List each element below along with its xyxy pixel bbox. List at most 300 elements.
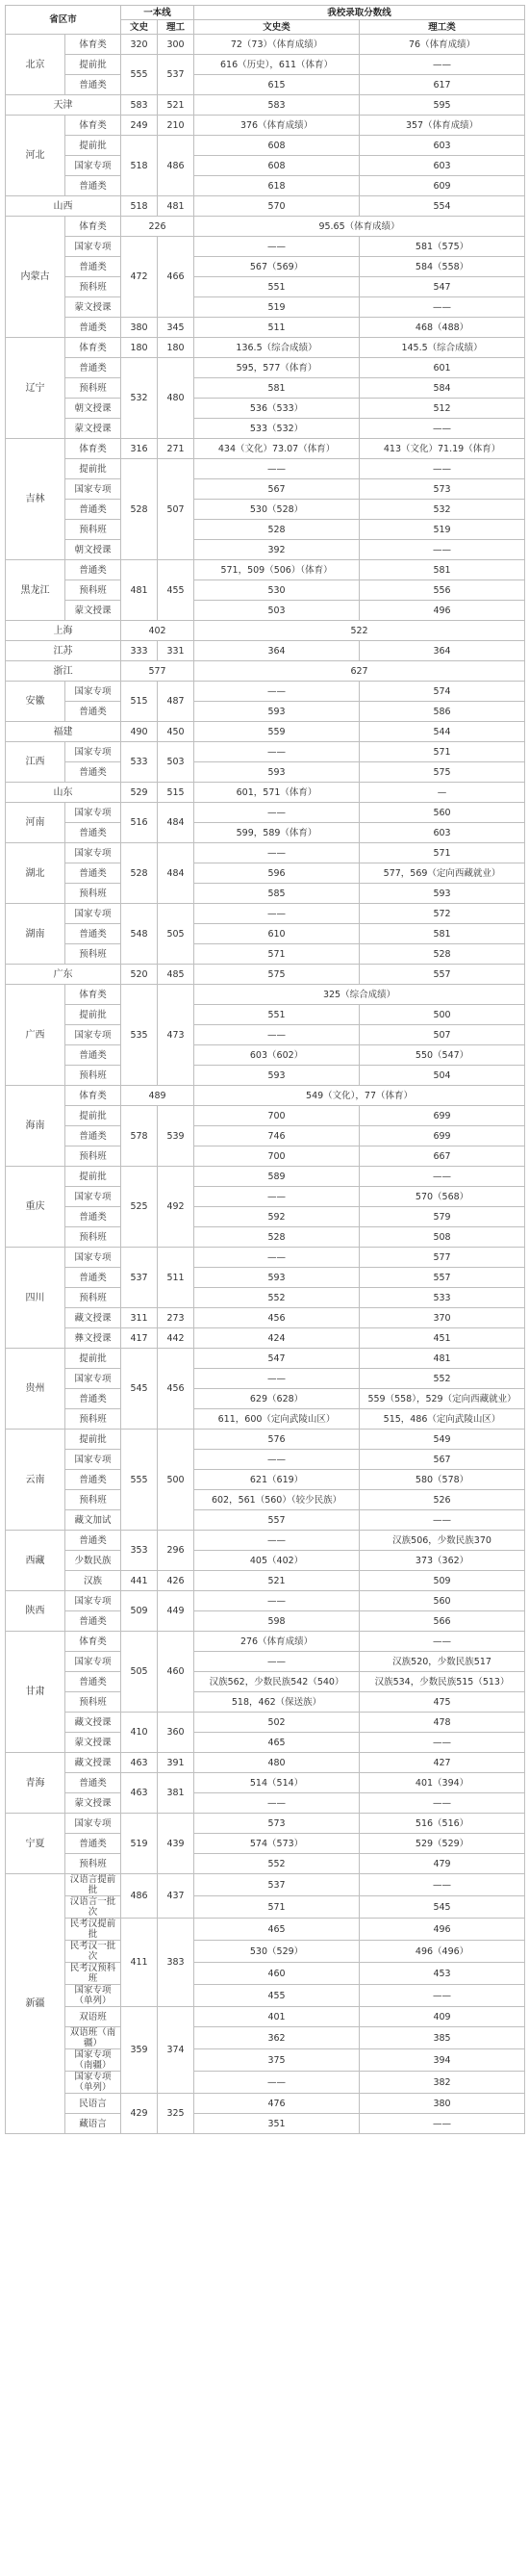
school-line-science-cell: 507 [360,1025,525,1045]
tier1-humanities-cell: 463 [121,1753,158,1773]
table-row [6,2007,525,2027]
school-line-science-cell: —— [360,1874,525,1896]
school-line-science-cell: 567 [360,1450,525,1470]
school-line-science-cell: 550（547） [360,1045,525,1066]
category-cell: 预科班 [65,1288,121,1308]
school-line-science-cell: 593 [360,884,525,904]
school-line-science-cell: —— [360,1632,525,1652]
category-cell: 国家专项（单列） [65,1985,121,2007]
school-line-science-cell: 526 [360,1490,525,1510]
school-line-humanities-cell: 593 [194,1268,360,1288]
table-row [6,2094,525,2114]
table-row [6,1652,525,1672]
school-line-humanities-cell: 559 [194,722,360,742]
school-line-humanities-cell: 601，571（体育） [194,783,360,803]
school-line-combined-cell: 549（文化），77（体育） [194,1086,525,1106]
school-line-humanities-cell: 618 [194,176,360,196]
category-cell: 预科班 [65,944,121,965]
school-line-science-cell: 545 [360,1896,525,1919]
category-cell: 双语班 [65,2007,121,2027]
table-row [6,1571,525,1591]
category-cell: 体育类 [65,116,121,136]
tier1-humanities-cell: 518 [121,136,158,196]
table-row [6,479,525,500]
tier1-science-cell: 325 [158,2094,194,2134]
category-cell: 少数民族 [65,1551,121,1571]
category-cell: 汉族 [65,1571,121,1591]
tier1-science-cell: 515 [158,783,194,803]
category-cell: 提前批 [65,1106,121,1126]
school-line-humanities-cell: 700 [194,1106,360,1126]
school-line-humanities-cell: 547 [194,1349,360,1369]
tier1-combined-cell: 489 [121,1086,194,1106]
school-line-science-cell: 475 [360,1692,525,1713]
table-row [6,1814,525,1834]
school-line-science-cell: 581 [360,560,525,580]
school-line-science-cell: 559（558），529（定向西藏就业） [360,1389,525,1409]
school-line-science-cell: 427 [360,1753,525,1773]
category-cell: 藏文授课 [65,1308,121,1328]
table-row [6,1187,525,1207]
table-row [6,1733,525,1753]
school-line-humanities-cell: 460 [194,1963,360,1985]
category-cell: 提前批 [65,1005,121,1025]
school-line-humanities-cell: —— [194,682,360,702]
school-line-science-cell: 496 [360,1919,525,1941]
school-line-science-cell: 580（578） [360,1470,525,1490]
category-cell: 普通类 [65,1773,121,1793]
category-cell: 预科班 [65,884,121,904]
table-row [6,1692,525,1713]
school-line-humanities-cell: 503 [194,601,360,621]
school-line-humanities-cell: 596 [194,863,360,884]
category-cell: 体育类 [65,35,121,55]
province-name: 河南 [6,803,65,843]
category-cell: 国家专项 [65,1248,121,1268]
school-line-science-cell: 552 [360,1369,525,1389]
table-row [6,1985,525,2007]
tier1-humanities-cell: 537 [121,1248,158,1308]
tier1-science-cell: 455 [158,560,194,621]
province-name: 云南 [6,1430,65,1531]
school-line-humanities-cell: 136.5（综合成绩） [194,338,360,358]
table-row [6,55,525,75]
category-cell: 普通类 [65,176,121,196]
tier1-humanities-cell: 333 [121,641,158,661]
table-row [6,378,525,399]
tier1-humanities-cell: 548 [121,904,158,965]
table-row [6,459,525,479]
school-line-science-cell: 609 [360,176,525,196]
school-line-humanities-cell: 746 [194,1126,360,1146]
category-cell: 提前批 [65,1430,121,1450]
school-line-science-cell: 556 [360,580,525,601]
school-line-science-cell: 554 [360,196,525,217]
category-cell: 体育类 [65,439,121,459]
table-row [6,399,525,419]
table-row [6,722,525,742]
school-line-humanities-cell: —— [194,843,360,863]
category-cell: 普通类 [65,1207,121,1227]
category-cell: 普通类 [65,500,121,520]
tier1-humanities-cell: 533 [121,742,158,783]
school-line-humanities-cell: 570 [194,196,360,217]
school-line-science-cell: 380 [360,2094,525,2114]
school-line-humanities-cell: 581 [194,378,360,399]
table-row [6,1490,525,1510]
header-sci-type: 理工类 [360,20,525,35]
school-line-humanities-cell: 611，600（定向武陵山区） [194,1409,360,1430]
province-name: 北京 [6,35,65,95]
tier1-science-cell: 439 [158,1814,194,1874]
table-row [6,2114,525,2134]
school-line-humanities-cell: 392 [194,540,360,560]
tier1-humanities-cell: 429 [121,2094,158,2134]
school-line-humanities-cell: 533（532） [194,419,360,439]
school-line-humanities-cell: —— [194,237,360,257]
school-line-humanities-cell: 362 [194,2027,360,2049]
tier1-humanities-cell: 525 [121,1167,158,1248]
school-line-humanities-cell: —— [194,1591,360,1611]
table-row [6,884,525,904]
table-row [6,1248,525,1268]
table-row [6,2049,525,2072]
province-name: 山东 [6,783,121,803]
school-line-science-cell: 667 [360,1146,525,1167]
school-line-science-cell: 560 [360,803,525,823]
school-line-humanities-cell: 552 [194,1288,360,1308]
table-row [6,843,525,863]
school-line-science-cell: 603 [360,823,525,843]
school-line-science-cell: 373（362） [360,1551,525,1571]
tier1-science-cell: 481 [158,196,194,217]
table-row [6,1066,525,1086]
tier1-science-cell: 511 [158,1248,194,1308]
table-row [6,1531,525,1551]
tier1-science-cell: 484 [158,843,194,904]
header-humanities: 文史 [121,20,158,35]
tier1-humanities-cell: 249 [121,116,158,136]
tier1-science-cell: 360 [158,1713,194,1753]
school-line-humanities-cell: 511 [194,318,360,338]
category-cell: 体育类 [65,338,121,358]
school-line-humanities-cell: 571 [194,1896,360,1919]
province-name: 重庆 [6,1167,65,1248]
tier1-humanities-cell: 417 [121,1328,158,1349]
table-row [6,1919,525,1941]
category-cell: 国家专项（单列） [65,2072,121,2094]
school-line-humanities-cell: 576 [194,1430,360,1450]
province-name: 辽宁 [6,338,65,439]
header-tier1: 一本线 [121,6,194,20]
school-line-science-cell: 557 [360,1268,525,1288]
table-row [6,116,525,136]
category-cell: 预科班 [65,1146,121,1167]
school-line-science-cell: 500 [360,1005,525,1025]
school-line-science-cell: 595 [360,95,525,116]
table-row [6,1854,525,1874]
category-cell: 国家专项（南疆） [65,2049,121,2072]
tier1-science-cell: 480 [158,358,194,439]
tier1-science-cell: 537 [158,55,194,95]
school-line-science-cell: —— [360,459,525,479]
tier1-science-cell: 296 [158,1531,194,1571]
tier1-humanities-cell: 545 [121,1349,158,1430]
table-row [6,762,525,783]
school-line-science-cell: 566 [360,1611,525,1632]
table-row [6,742,525,762]
school-line-humanities-cell: 405（402） [194,1551,360,1571]
school-line-humanities-cell: 476 [194,2094,360,2114]
school-line-humanities-cell: 502 [194,1713,360,1733]
category-cell: 双语班（南疆） [65,2027,121,2049]
school-line-science-cell: —— [360,1510,525,1531]
school-line-science-cell: 451 [360,1328,525,1349]
table-row [6,2027,525,2049]
table-row [6,944,525,965]
tier1-humanities-cell: 359 [121,2007,158,2094]
school-line-humanities-cell: 585 [194,884,360,904]
category-cell: 国家专项 [65,1814,121,1834]
school-line-science-cell: 584 [360,378,525,399]
category-cell: 普通类 [65,1834,121,1854]
tier1-combined-cell: 226 [121,217,194,237]
school-line-science-cell: 529（529） [360,1834,525,1854]
table-row [6,1753,525,1773]
school-line-humanities-cell: 593 [194,1066,360,1086]
table-row [6,277,525,297]
category-cell: 体育类 [65,1086,121,1106]
school-line-science-cell: 364 [360,641,525,661]
tier1-combined-cell: 577 [121,661,194,682]
school-line-science-cell: —— [360,1793,525,1814]
school-line-humanities-cell: 276（体育成绩） [194,1632,360,1652]
province-name: 内蒙古 [6,217,65,338]
school-line-humanities-cell: 593 [194,702,360,722]
school-line-humanities-cell: 376（体育成绩） [194,116,360,136]
school-line-humanities-cell: 573 [194,1814,360,1834]
table-row [6,1430,525,1450]
table-row [6,904,525,924]
school-line-humanities-cell: 602，561（560）（较少民族） [194,1490,360,1510]
school-line-science-cell: 481 [360,1349,525,1369]
category-cell: 国家专项 [65,1591,121,1611]
school-line-science-cell: 496 [360,601,525,621]
category-cell: 蒙文授课 [65,419,121,439]
school-line-humanities-cell: 455 [194,1985,360,2007]
category-cell: 提前批 [65,1349,121,1369]
school-line-humanities-cell: 536（533） [194,399,360,419]
school-line-humanities-cell: 610 [194,924,360,944]
tier1-humanities-cell: 380 [121,318,158,338]
school-line-science-cell: —— [360,1733,525,1753]
school-line-humanities-cell: —— [194,1369,360,1389]
province-name: 上海 [6,621,121,641]
school-line-humanities-cell: 456 [194,1308,360,1328]
tier1-humanities-cell: 472 [121,237,158,318]
tier1-science-cell: 484 [158,803,194,843]
school-line-science-cell: 557 [360,965,525,985]
school-line-science-cell: —— [360,297,525,318]
table-row [6,1611,525,1632]
category-cell: 汉语言一批次 [65,1896,121,1919]
school-line-science-cell: —— [360,419,525,439]
table-row [6,965,525,985]
category-cell: 普通类 [65,823,121,843]
table-row [6,35,525,55]
category-cell: 汉语言提前批 [65,1874,121,1896]
school-line-humanities-cell: 551 [194,277,360,297]
table-row [6,237,525,257]
category-cell: 国家专项 [65,156,121,176]
province-name: 安徽 [6,682,65,722]
table-row [6,419,525,439]
tier1-humanities-cell: 583 [121,95,158,116]
table-row [6,1227,525,1248]
school-line-humanities-cell: 621（619） [194,1470,360,1490]
tier1-science-cell: 486 [158,136,194,196]
school-line-humanities-cell: 519 [194,297,360,318]
category-cell: 藏文加试 [65,1510,121,1531]
tier1-humanities-cell: 463 [121,1773,158,1814]
school-line-humanities-cell: 700 [194,1146,360,1167]
tier1-science-cell: 391 [158,1753,194,1773]
table-row [6,1349,525,1369]
category-cell: 预科班 [65,1409,121,1430]
table-row [6,560,525,580]
tier1-science-cell: 539 [158,1106,194,1167]
category-cell: 预科班 [65,1227,121,1248]
school-line-science-cell: 468（488） [360,318,525,338]
category-cell: 体育类 [65,217,121,237]
table-row [6,1632,525,1652]
province-name: 江西 [6,742,65,783]
table-row [6,1045,525,1066]
table-row [6,176,525,196]
school-line-science-cell: 76（体育成绩） [360,35,525,55]
table-row [6,318,525,338]
table-row [6,196,525,217]
school-line-humanities-cell: 557 [194,1510,360,1531]
tier1-humanities-cell: 528 [121,459,158,560]
school-line-combined-cell: 95.65（体育成绩） [194,217,525,237]
school-line-humanities-cell: —— [194,1793,360,1814]
school-line-science-cell: —— [360,540,525,560]
school-line-combined-cell: 627 [194,661,525,682]
category-cell: 预科班 [65,1692,121,1713]
table-row [6,1389,525,1409]
tier1-science-cell: 273 [158,1308,194,1328]
school-line-science-cell: 532 [360,500,525,520]
school-line-humanities-cell: 571 [194,944,360,965]
school-line-science-cell: 571 [360,742,525,762]
table-row [6,621,525,641]
table-row [6,1773,525,1793]
tier1-science-cell: 210 [158,116,194,136]
table-row [6,1369,525,1389]
school-line-science-cell: 544 [360,722,525,742]
tier1-humanities-cell: 411 [121,1919,158,2007]
tier1-humanities-cell: 486 [121,1874,158,1919]
school-line-science-cell: —— [360,1985,525,2007]
table-row [6,1470,525,1490]
tier1-science-cell: 442 [158,1328,194,1349]
category-cell: 普通类 [65,1268,121,1288]
category-cell: 预科班 [65,378,121,399]
province-name: 湖南 [6,904,65,965]
school-line-science-cell: 357（体育成绩） [360,116,525,136]
school-line-science-cell: 145.5（综合成绩） [360,338,525,358]
school-line-humanities-cell: 434（文化）73.07（体育） [194,439,360,459]
category-cell: 国家专项 [65,479,121,500]
school-line-humanities-cell: 514（514） [194,1773,360,1793]
school-line-humanities-cell: 351 [194,2114,360,2134]
category-cell: 普通类 [65,318,121,338]
school-line-science-cell: 570（568） [360,1187,525,1207]
tier1-science-cell: 505 [158,904,194,965]
tier1-humanities-cell: 410 [121,1713,158,1753]
school-line-science-cell: 512 [360,399,525,419]
province-name: 广西 [6,985,65,1086]
category-cell: 彝文授课 [65,1328,121,1349]
tier1-humanities-cell: 180 [121,338,158,358]
school-line-science-cell: 479 [360,1854,525,1874]
school-line-science-cell: 560 [360,1591,525,1611]
category-cell: 蒙文授课 [65,1733,121,1753]
tier1-humanities-cell: 320 [121,35,158,55]
table-row [6,641,525,661]
table-row [6,1005,525,1025]
tier1-science-cell: 180 [158,338,194,358]
table-row [6,1941,525,1963]
category-cell: 提前批 [65,136,121,156]
school-line-humanities-cell: 401 [194,2007,360,2027]
table-row [6,1713,525,1733]
school-line-science-cell: 504 [360,1066,525,1086]
category-cell: 普通类 [65,1611,121,1632]
table-row [6,1834,525,1854]
school-line-humanities-cell: 599，589（体育） [194,823,360,843]
province-name: 新疆 [6,1874,65,2134]
school-line-humanities-cell: —— [194,2072,360,2094]
tier1-science-cell: 503 [158,742,194,783]
school-line-humanities-cell: —— [194,1652,360,1672]
province-name: 天津 [6,95,121,116]
school-line-science-cell: 617 [360,75,525,95]
category-cell: 预科班 [65,277,121,297]
table-row [6,217,525,237]
province-name: 宁夏 [6,1814,65,1874]
province-name: 广东 [6,965,121,985]
province-name: 吉林 [6,439,65,560]
school-line-humanities-cell: 72（73）（体育成绩） [194,35,360,55]
table-row [6,136,525,156]
school-line-humanities-cell: 424 [194,1328,360,1349]
table-row [6,1167,525,1187]
category-cell: 普通类 [65,1389,121,1409]
tier1-science-cell: 521 [158,95,194,116]
province-name: 西藏 [6,1531,65,1591]
table-row [6,358,525,378]
school-line-science-cell: 413（文化）71.19（体育） [360,439,525,459]
tier1-science-cell: 345 [158,318,194,338]
province-name: 浙江 [6,661,121,682]
table-row [6,1146,525,1167]
school-line-science-cell: 519 [360,520,525,540]
table-row [6,1106,525,1126]
category-cell: 普通类 [65,924,121,944]
tier1-science-cell: 473 [158,985,194,1086]
